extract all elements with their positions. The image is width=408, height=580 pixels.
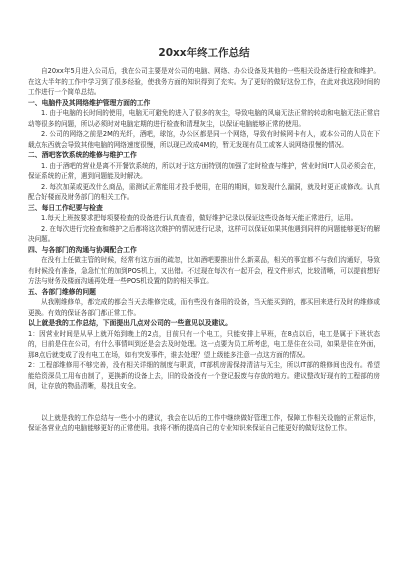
section-heading-5: 五、各部门维修的问题 bbox=[28, 287, 96, 296]
suggestions-heading: 以上就是我的工作总结，下面提出几点对公司的一些意见以及建议。 bbox=[28, 319, 232, 327]
section-heading-3: 三、每日工作纪要与检查 bbox=[28, 203, 103, 212]
section-2-paragraph-2: 2. 每次加菜或更改什么商品，需测试正常能用才投手使用，在用的期间，如发现什么漏洞，就及时更正或修改。认真配合好楼面及财务部门的相关工作。 bbox=[28, 182, 380, 201]
section-3-paragraph-2: 2. 在每次进行完检查和维护之后都将这次维护的情况进行记录，这样可以保证如果其他遇到同样的问题能够更好的解决问题。 bbox=[28, 224, 380, 243]
section-1-paragraph-1: 1. 由于电脑的长时间的使用，电脑无可避免的进入了很多的灰尘，导致电脑的风扇无法正常的转动和电脑无法正常启动等很多的问题，所以必须时对电脑定期的进行检查和清理灰尘，以保证电脑能够正常的使用。 bbox=[28, 109, 380, 128]
section-3-paragraph-1: 1.每天上班按要求把每项要检查的设备进行认真查看，做好维护记录以保证这些设备每天能正常进行，运用。 bbox=[41, 214, 358, 222]
section-2-paragraph-1: 1. 由于酒吧的营业是离不开餐饮系统的，所以对于这方面特别的加强了定时检查与维护，营业时间IT人员必须会在，保证系统的正常，遇到问题能及时解决。 bbox=[28, 161, 380, 180]
section-1-paragraph-2: 2. 公司的网络之前是2M的光纤，酒吧，球馆，办公区都是同一个网络，导致有时候网卡有人，或本公司的人员在下载点东西就会导致其他电脑的网络速度很慢，所以现已改成4M的，暂无发现有员工或客人说网络很慢的情况。 bbox=[28, 130, 380, 149]
section-heading-1: 一、电脑件及其网络维护管理方面的工作 bbox=[28, 98, 151, 107]
section-heading-4: 四、与各部门的沟通与协调配合工作 bbox=[28, 245, 137, 254]
section-heading-2: 二、酒吧客饮系统的维修与维护工作 bbox=[28, 151, 137, 159]
intro-paragraph: 自20xx年5月进入公司后，我在公司主要是对公司的电脑、网络、办公设备及其他的一些相关设备进行检查和维护。在这大半年的工作中学习到了很多经验，使我务方面的知识得到了充实。为了更好的做好这份工作，在此对我这段时间的工作进行一个简单总结。 bbox=[28, 67, 380, 96]
closing-paragraph: 以上就是我的工作总结与一些小小的建议，我会在以后的工作中继续做好管理工作，保障工作相关设施的正常运作，保证各营业点的电脑能够更好的正常使用。我将不断的提高自己的专业知识来保证自己能更好的做好这份工作。 bbox=[28, 413, 380, 432]
section-4-paragraph-1: 在没有上任做主管的时候，经常有这方面的疏忽，比如酒吧要推出什么新菜品，相关的事宜都不与我们沟通好，导致有时候没有准备，急急忙忙的加到POS机上，又出错。不过现在每次有一起开会，程文件形式，比较清晰，可以提前想好方法与财务及楼面沟通再处理一些POS机设置的防的相关事宜。 bbox=[28, 256, 380, 285]
paragraph-spacer bbox=[28, 392, 380, 413]
suggestion-paragraph-2: 2：工程部维修用不够完善，没有相关详细的制度与职责，IT部机房需保持清洁与无尘，所以IT部的维修间也没有。希望能给资深员工用布由制了，更换新的设备上去，旧的设备没有一个登记报废与存放的地方。建议整改好现有的工程部的房间，让存放的物品清晰，易找且安全。 bbox=[28, 361, 380, 390]
section-5-paragraph-1: 从我刚维修单，都完成的都会当天去维修完成，而有些没有备用的设备，当天能买到的，都买回来进行及时的维修或更换。有效的保证各部门都正常工作。 bbox=[28, 298, 380, 317]
suggestion-paragraph-1: 1：因营业时间是从早上就开始到晚上的2点，目前只有一个电工，只能安排上早班，在8点以后，电工是属于下班状态的，目前是住在公司，有什么事情叫到还是会去及时处理。这一点要为员工所考虑，电工是住在公司，如果是住在外面，那8点后就变成了没有电工在场，如有突发事件，谁去处理？望上级能多注意一点这方面的情况。 bbox=[28, 329, 380, 359]
document-title: 20xx年终工作总结 bbox=[158, 47, 250, 59]
